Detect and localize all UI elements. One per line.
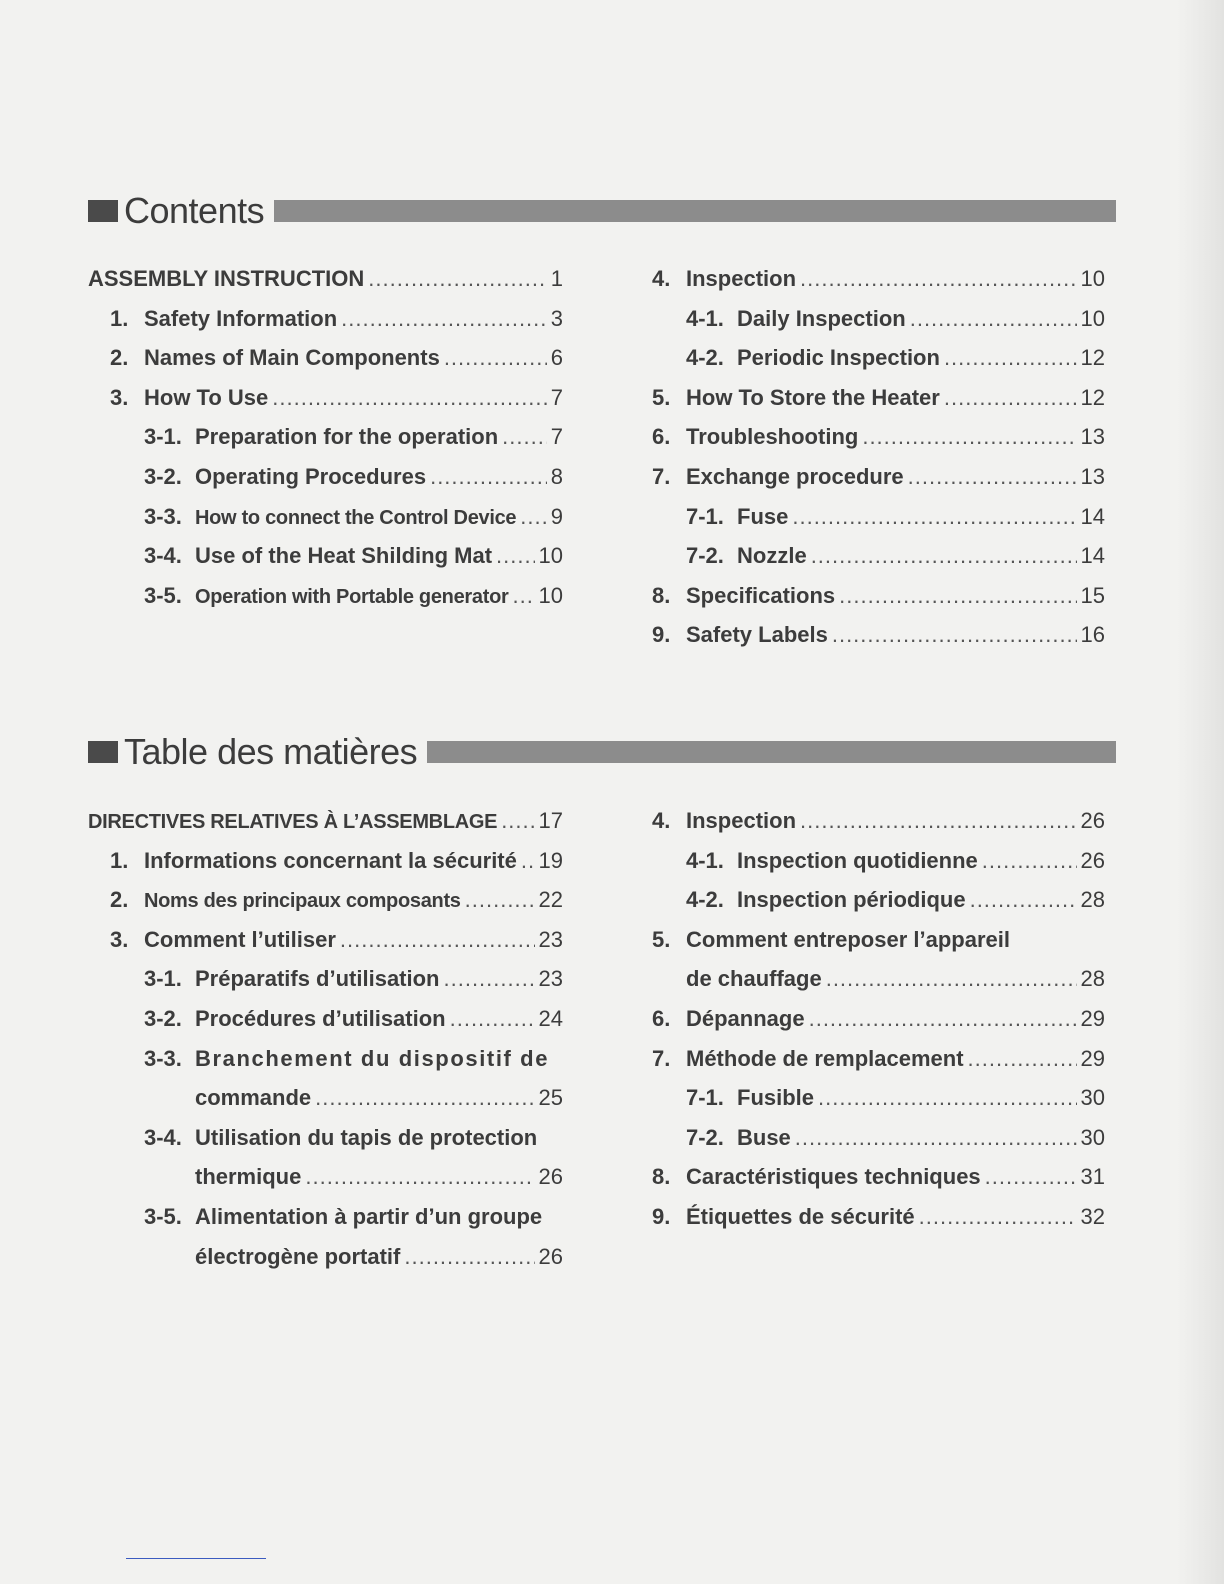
- toc-page-number: 7: [550, 424, 563, 450]
- contents-title: Contents: [124, 190, 265, 231]
- toc-page-number: 28: [1080, 966, 1105, 992]
- toc-entry: [110, 378, 563, 418]
- toc-leader-dots: [404, 1237, 534, 1277]
- toc-entry: [144, 1118, 563, 1158]
- toc-page-number: 30: [1080, 1085, 1105, 1111]
- toc-entry-number: 3-1.: [144, 966, 182, 992]
- toc-leader-dots: [315, 1078, 534, 1118]
- toc-entry-title: Comment entreposer l’appareil: [686, 926, 1010, 952]
- toc-entry-number: 4-2.: [686, 887, 724, 913]
- toc-entry-title: Branchement du dispositif de: [195, 1045, 550, 1071]
- toc-entry-title: Names of Main Components: [144, 345, 440, 371]
- toc-page-number: 26: [1080, 847, 1105, 873]
- toc-page-number: 10: [1080, 305, 1105, 331]
- toc-entry-number: 6.: [652, 1006, 671, 1031]
- toc-entry-title: Étiquettes de sécurité: [686, 1204, 915, 1229]
- toc-page-number: 13: [1080, 464, 1105, 489]
- toc-page-number: 15: [1080, 582, 1105, 608]
- toc-page-number: 19: [538, 847, 563, 873]
- toc-leader-dots: [818, 1078, 1077, 1118]
- toc-entry-number: 5.: [652, 384, 671, 410]
- toc-page-number: 10: [1080, 266, 1105, 291]
- toc-entry: [652, 576, 1105, 616]
- footer-rule: [126, 1558, 266, 1559]
- toc-page-number: 12: [1080, 384, 1105, 410]
- toc-entry-number: 1.: [110, 847, 129, 873]
- toc-entry: [144, 576, 563, 616]
- toc-entry: [686, 959, 1105, 999]
- toc-entry-title: Safety Information: [144, 305, 338, 331]
- toc-entry-title: Utilisation du tapis de protection: [195, 1124, 538, 1150]
- toc-entry-title: Use of the Heat Shilding Mat: [195, 543, 493, 569]
- toc-entry: [195, 1078, 563, 1118]
- toc-entry: [686, 497, 1105, 537]
- toc-entry: [686, 841, 1105, 881]
- toc-entry-title: Fusible: [737, 1085, 815, 1111]
- toc-leader-dots: [919, 1197, 1077, 1237]
- header-square-icon: [88, 200, 118, 222]
- toc-page-number: 14: [1080, 503, 1105, 529]
- toc-leader-dots: [800, 259, 1077, 299]
- toc-leader-dots: [944, 378, 1077, 418]
- toc-leader-dots: [826, 959, 1077, 999]
- toc-entry-title: Exchange procedure: [686, 464, 904, 489]
- toc-leader-dots: [465, 880, 535, 920]
- table-des-matieres-title: Table des matières: [124, 731, 418, 772]
- toc-entry: [686, 1118, 1105, 1158]
- toc-entry-number: 3-3.: [144, 1045, 182, 1071]
- toc-page-number: 26: [538, 1164, 563, 1190]
- toc-leader-dots: [944, 338, 1077, 378]
- toc-entry-title: Inspection: [686, 808, 797, 833]
- toc-entry-title: How To Use: [144, 384, 269, 410]
- toc-page-number: 13: [1080, 424, 1105, 450]
- toc-page-number: 3: [550, 305, 563, 331]
- toc-entry-title: Inspection: [686, 266, 797, 291]
- toc-entry: [686, 338, 1105, 378]
- toc-entry-number: 3.: [110, 384, 129, 410]
- toc-entry-number: 7.: [652, 1045, 671, 1071]
- toc-page-number: 16: [1080, 622, 1105, 648]
- toc-entry: [110, 841, 563, 881]
- toc-entry: [652, 1039, 1105, 1079]
- toc-entry-number: 7-1.: [686, 1085, 724, 1111]
- toc-entry-title: Noms des principaux composants: [144, 890, 461, 913]
- toc-entry: [110, 338, 563, 378]
- toc-page-number: 26: [538, 1243, 563, 1269]
- toc-entry: [110, 880, 563, 920]
- toc-page-number: 26: [1080, 808, 1105, 833]
- toc-entry-title: commande: [195, 1085, 312, 1111]
- toc-entry-number: 3.: [110, 926, 129, 952]
- toc-entry: [144, 959, 563, 999]
- toc-entry-number: 3-5.: [144, 1204, 182, 1229]
- toc-entry-title: Informations concernant la sécurité: [144, 847, 517, 873]
- toc-leader-dots: [340, 920, 535, 960]
- toc-entry-title: How To Store the Heater: [686, 384, 940, 410]
- toc-entry-title: Inspection périodique: [737, 887, 966, 913]
- toc-leader-dots: [910, 299, 1077, 339]
- toc-leader-dots: [450, 999, 535, 1039]
- toc-page-number: 23: [538, 966, 563, 992]
- toc-entry-title: How to connect the Control Device: [195, 506, 517, 529]
- toc-entry-number: 7.: [652, 464, 671, 489]
- toc-page-number: 8: [550, 464, 563, 489]
- toc-entry-title: ASSEMBLY INSTRUCTION: [88, 266, 365, 291]
- toc-leader-dots: [444, 338, 547, 378]
- toc-leader-dots: [982, 841, 1077, 881]
- toc-entry-number: 9.: [652, 622, 671, 648]
- toc-page-number: 32: [1080, 1204, 1105, 1229]
- toc-entry: [144, 497, 563, 537]
- toc-entry-title: Operating Procedures: [195, 464, 427, 489]
- toc-entry-title: thermique: [195, 1164, 302, 1190]
- toc-entry-number: 8.: [652, 1164, 671, 1190]
- toc-entry-title: Troubleshooting: [686, 424, 859, 450]
- toc-entry-number: 3-4.: [144, 543, 182, 569]
- toc-entry: [652, 378, 1105, 418]
- toc-leader-dots: [444, 959, 535, 999]
- toc-entry: [110, 299, 563, 339]
- toc-leader-dots: [430, 457, 547, 497]
- toc-entry-number: 8.: [652, 582, 671, 608]
- toc-entry-number: 3-4.: [144, 1124, 182, 1150]
- toc-entry: [195, 1157, 563, 1197]
- toc-entry-title: de chauffage: [686, 966, 822, 992]
- toc-entry: [652, 259, 1105, 299]
- toc-leader-dots: [908, 457, 1077, 497]
- toc-entry-title: Alimentation à partir d’un groupe: [195, 1204, 543, 1229]
- toc-page-number: 10: [538, 582, 563, 608]
- toc-entry-number: 4-1.: [686, 305, 724, 331]
- toc-entry: [652, 801, 1105, 841]
- toc-leader-dots: [305, 1157, 534, 1197]
- toc-entry-title: Daily Inspection: [737, 305, 906, 331]
- toc-entry-title: Caractéristiques techniques: [686, 1164, 981, 1190]
- toc-entry: [144, 999, 563, 1039]
- toc-entry-title: Periodic Inspection: [737, 345, 940, 371]
- toc-leader-dots: [512, 576, 534, 616]
- toc-leader-dots: [792, 497, 1076, 537]
- toc-entry-number: 7-2.: [686, 543, 724, 569]
- toc-page-number: 23: [538, 926, 563, 952]
- toc-entry-number: 3-5.: [144, 582, 182, 608]
- toc-leader-dots: [520, 497, 547, 537]
- toc-entry: [110, 920, 563, 960]
- toc-entry: [652, 999, 1105, 1039]
- toc-page-number: 7: [550, 384, 563, 410]
- toc-leader-dots: [501, 801, 534, 841]
- toc-page-number: 28: [1080, 887, 1105, 913]
- toc-leader-dots: [811, 536, 1077, 576]
- toc-entry-title: Specifications: [686, 582, 836, 608]
- toc-entry: [144, 1039, 563, 1079]
- toc-entry-title: Safety Labels: [686, 622, 828, 648]
- toc-page-number: 30: [1080, 1124, 1105, 1150]
- page-edge-shadow: [1176, 0, 1224, 1584]
- toc-entry: [88, 259, 563, 299]
- toc-entry-number: 6.: [652, 424, 671, 450]
- toc-page-number: 9: [550, 503, 563, 529]
- toc-entry: [686, 536, 1105, 576]
- toc-leader-dots: [502, 417, 547, 457]
- toc-entry-number: 7-1.: [686, 503, 724, 529]
- toc-page-number: 17: [538, 808, 563, 833]
- toc-entry: [144, 1197, 563, 1237]
- toc-page-number: 1: [550, 266, 563, 291]
- toc-entry-number: 3-1.: [144, 424, 182, 450]
- toc-entry-number: 2.: [110, 345, 129, 371]
- toc-entry-number: 3-3.: [144, 503, 182, 529]
- toc-page-number: 24: [538, 1006, 563, 1031]
- contents-header: [88, 186, 1116, 236]
- toc-entry: [652, 1157, 1105, 1197]
- toc-entry-title: Fuse: [737, 503, 789, 529]
- toc-page-number: 14: [1080, 543, 1105, 569]
- toc-entry: [652, 615, 1105, 655]
- toc-leader-dots: [795, 1118, 1077, 1158]
- header-square-icon: [88, 741, 118, 763]
- toc-entry-title: Méthode de remplacement: [686, 1045, 964, 1071]
- toc-entry-title: électrogène portatif: [195, 1243, 401, 1269]
- toc-entry-title: Buse: [737, 1124, 791, 1150]
- toc-leader-dots: [521, 841, 535, 881]
- toc-page-number: 25: [538, 1085, 563, 1111]
- toc-entry-title: Préparatifs d’utilisation: [195, 966, 440, 992]
- toc-entry-number: 9.: [652, 1204, 671, 1229]
- toc-entry-number: 4.: [652, 266, 671, 291]
- toc-leader-dots: [839, 576, 1076, 616]
- header-bar: [274, 200, 1116, 222]
- toc-entry-title: Comment l’utiliser: [144, 926, 336, 952]
- toc-entry-title: Nozzle: [737, 543, 807, 569]
- toc-leader-dots: [800, 801, 1077, 841]
- toc-page-number: 31: [1080, 1164, 1105, 1190]
- toc-entry: [88, 801, 563, 841]
- toc-leader-dots: [832, 615, 1077, 655]
- header-bar: [427, 741, 1116, 763]
- toc-page-number: 29: [1080, 1006, 1105, 1031]
- toc-leader-dots: [496, 536, 534, 576]
- toc-entry: [195, 1237, 563, 1277]
- toc-entry: [144, 536, 563, 576]
- toc-page-number: 12: [1080, 345, 1105, 371]
- toc-entry-title: Preparation for the operation: [195, 424, 499, 450]
- toc-entry-title: DIRECTIVES RELATIVES À L’ASSEMBLAGE: [88, 811, 498, 833]
- toc-entry-number: 4.: [652, 808, 671, 833]
- table-des-matieres-header: [88, 727, 1116, 777]
- toc-page-number: 10: [538, 543, 563, 569]
- toc-leader-dots: [368, 259, 546, 299]
- toc-entry-title: Operation with Portable generator: [195, 585, 509, 608]
- toc-entry-number: 7-2.: [686, 1124, 724, 1150]
- toc-entry: [686, 880, 1105, 920]
- toc-leader-dots: [272, 378, 546, 418]
- toc-entry: [144, 457, 563, 497]
- toc-page-number: 22: [538, 887, 563, 913]
- toc-leader-dots: [862, 417, 1076, 457]
- toc-entry-number: 4-2.: [686, 345, 724, 371]
- toc-leader-dots: [341, 299, 547, 339]
- toc-entry-number: 2.: [110, 887, 129, 913]
- toc-page-number: 6: [550, 345, 563, 371]
- toc-leader-dots: [809, 999, 1077, 1039]
- toc-entry-title: Inspection quotidienne: [737, 847, 978, 873]
- toc-entry-number: 3-2.: [144, 1006, 182, 1031]
- toc-entry: [652, 457, 1105, 497]
- toc-entry: [144, 417, 563, 457]
- toc-entry-title: Procédures d’utilisation: [195, 1006, 446, 1031]
- toc-page-number: 29: [1080, 1045, 1105, 1071]
- toc-entry-number: 5.: [652, 926, 671, 952]
- toc-entry: [652, 920, 1105, 960]
- toc-leader-dots: [970, 880, 1077, 920]
- toc-leader-dots: [968, 1039, 1077, 1079]
- toc-entry: [652, 417, 1105, 457]
- toc-entry: [652, 1197, 1105, 1237]
- toc-entry: [686, 299, 1105, 339]
- toc-entry-number: 4-1.: [686, 847, 724, 873]
- toc-entry: [686, 1078, 1105, 1118]
- toc-leader-dots: [985, 1157, 1077, 1197]
- toc-entry-title: Dépannage: [686, 1006, 805, 1031]
- toc-entry-number: 1.: [110, 305, 129, 331]
- toc-entry-number: 3-2.: [144, 464, 182, 489]
